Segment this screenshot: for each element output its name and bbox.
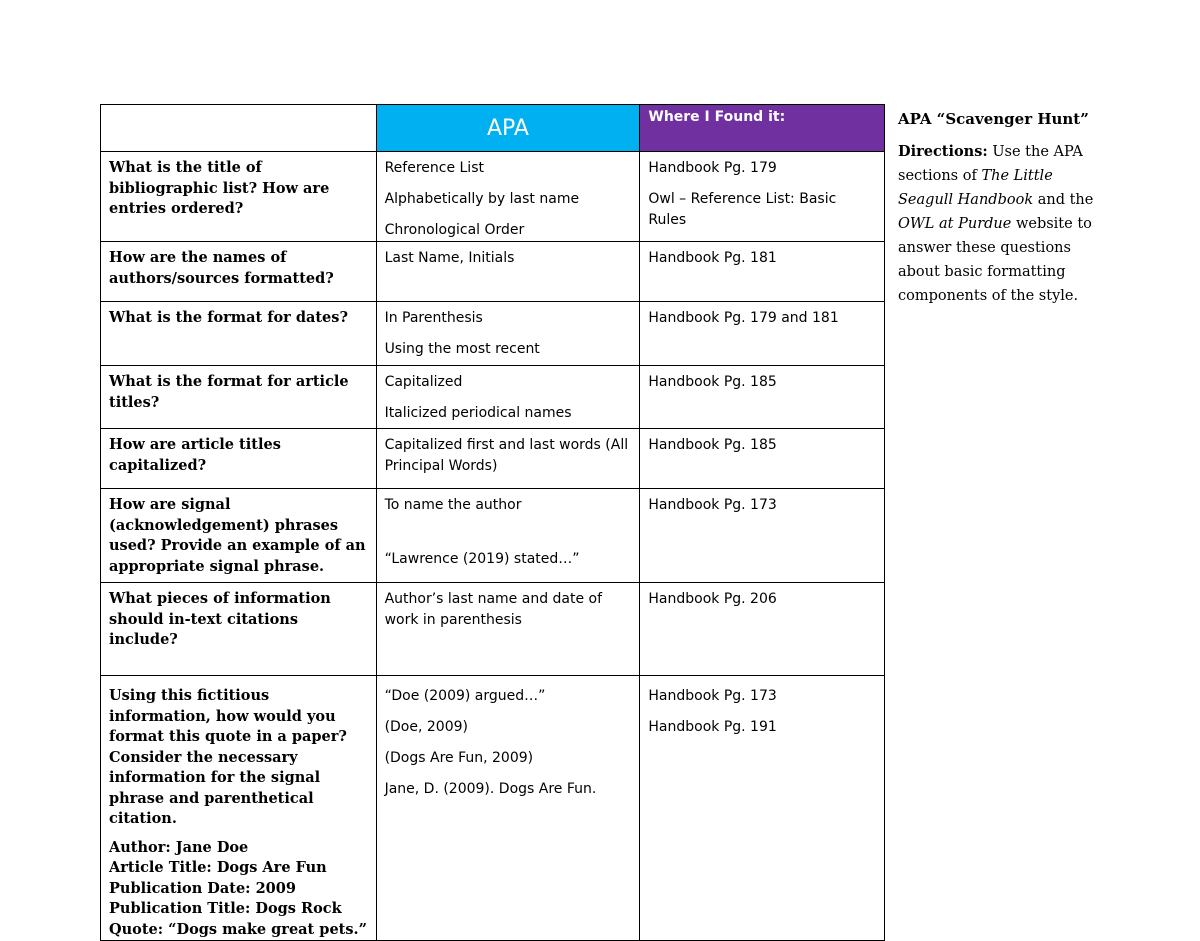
- spacer: [385, 516, 632, 537]
- table-row: [101, 302, 885, 366]
- answer-cell: [376, 152, 640, 242]
- detail-author: Author: Jane Doe: [109, 838, 249, 856]
- answer-line: “Lawrence (2019) stated…”: [384, 551, 580, 567]
- answer-line: Last Name, Initials: [384, 250, 515, 266]
- answer-cell: [376, 242, 640, 302]
- table-row: [101, 152, 885, 242]
- header-where-found: Where I Found it:: [640, 105, 885, 152]
- book-title: The Little Seagull Handbook: [898, 168, 1053, 208]
- answer-line: Chronological Order: [384, 222, 525, 238]
- source-cell: [640, 302, 885, 366]
- source-line: Handbook Pg. 185: [648, 437, 777, 453]
- directions-label: Directions:: [898, 143, 988, 160]
- question-cell: What is the title of bibliographic list? How are entries ordered?: [101, 152, 377, 242]
- source-line: Handbook Pg. 206: [648, 591, 777, 607]
- source-line: Handbook Pg. 173: [648, 688, 777, 704]
- question-cell: What is the format for article titles?: [101, 366, 377, 429]
- detail-quote: Quote: “Dogs make great pets.”: [109, 920, 367, 938]
- table-row: [101, 676, 885, 941]
- answer-line: Capitalized first and last words (All Principal Words): [384, 437, 629, 474]
- directions-text: [898, 140, 1098, 308]
- detail-publication-title: Publication Title: Dogs Rock: [109, 900, 342, 917]
- scavenger-hunt-table: [100, 104, 885, 941]
- answer-cell: [376, 429, 640, 489]
- source-line: Handbook Pg. 173: [648, 497, 777, 513]
- sidebar-title: APA “Scavenger Hunt”: [898, 110, 1089, 128]
- answer-line: (Doe, 2009): [384, 719, 468, 735]
- question-cell: How are signal (acknowledgement) phrases used? Provide an example of an appropriate signal phrase.: [101, 489, 377, 583]
- owl-title: OWL at Purdue: [898, 216, 1012, 232]
- answer-line: Jane, D. (2009). Dogs Are Fun.: [384, 781, 597, 797]
- directions-part-1: Use the APA sections of: [898, 144, 1083, 184]
- answer-cell: [376, 366, 640, 429]
- header-blank-cell: [101, 105, 377, 152]
- question-cell: How are the names of authors/sources formatted?: [101, 242, 377, 302]
- answer-cell: [376, 676, 640, 941]
- table-row: [101, 242, 885, 302]
- question-text: Using this fictitious information, how would you format this quote in a paper? Consider the necessary information for the signal phrase and parenthetical citation.: [109, 687, 347, 827]
- answer-line: (Dogs Are Fun, 2009): [384, 750, 534, 766]
- detail-publication-date: Publication Date: 2009: [109, 879, 296, 897]
- table-row: [101, 489, 885, 583]
- answer-line: To name the author: [384, 497, 522, 513]
- question-cell: What pieces of information should in-text citations include?: [101, 583, 377, 676]
- source-line: Handbook Pg. 179: [648, 160, 777, 176]
- source-cell: [640, 429, 885, 489]
- question-cell: How are article titles capitalized?: [101, 429, 377, 489]
- question-cell: [101, 676, 377, 941]
- answer-line: Italicized periodical names: [384, 405, 572, 421]
- question-cell: What is the format for dates?: [101, 302, 377, 366]
- header-apa: APA: [376, 105, 640, 152]
- answer-cell: Author’s last name and date of work in parenthesis: [376, 583, 640, 676]
- answer-line: Capitalized: [384, 374, 463, 390]
- source-line: Handbook Pg. 191: [648, 719, 777, 735]
- answer-line: Alphabetically by last name: [384, 191, 580, 207]
- directions-part-2: and the: [1033, 192, 1094, 208]
- answer-cell: [376, 302, 640, 366]
- table-row: [101, 583, 885, 676]
- source-cell: [640, 242, 885, 302]
- answer-line: Reference List: [384, 160, 484, 176]
- source-line: Handbook Pg. 185: [648, 374, 777, 390]
- answer-line: “Doe (2009) argued…”: [384, 688, 546, 704]
- source-cell: [640, 583, 885, 676]
- table-row: [101, 366, 885, 429]
- table-row: [101, 429, 885, 489]
- source-cell: [640, 676, 885, 941]
- answer-line: Using the most recent: [384, 341, 540, 357]
- directions-part-3: website to answer these questions about basic formatting components of the style.: [898, 216, 1092, 304]
- source-cell: [640, 366, 885, 429]
- answer-cell: [376, 489, 640, 583]
- source-line: Handbook Pg. 181: [648, 250, 777, 266]
- source-cell: [640, 489, 885, 583]
- source-cell: [640, 152, 885, 242]
- answer-line: In Parenthesis: [384, 310, 483, 326]
- source-line: Handbook Pg. 179 and 181: [648, 310, 839, 326]
- sidebar-directions: [898, 110, 1098, 308]
- source-line: Owl – Reference List: Basic Rules: [648, 191, 837, 228]
- detail-article-title: Article Title: Dogs Are Fun: [109, 859, 327, 876]
- table-header-row: [101, 105, 885, 152]
